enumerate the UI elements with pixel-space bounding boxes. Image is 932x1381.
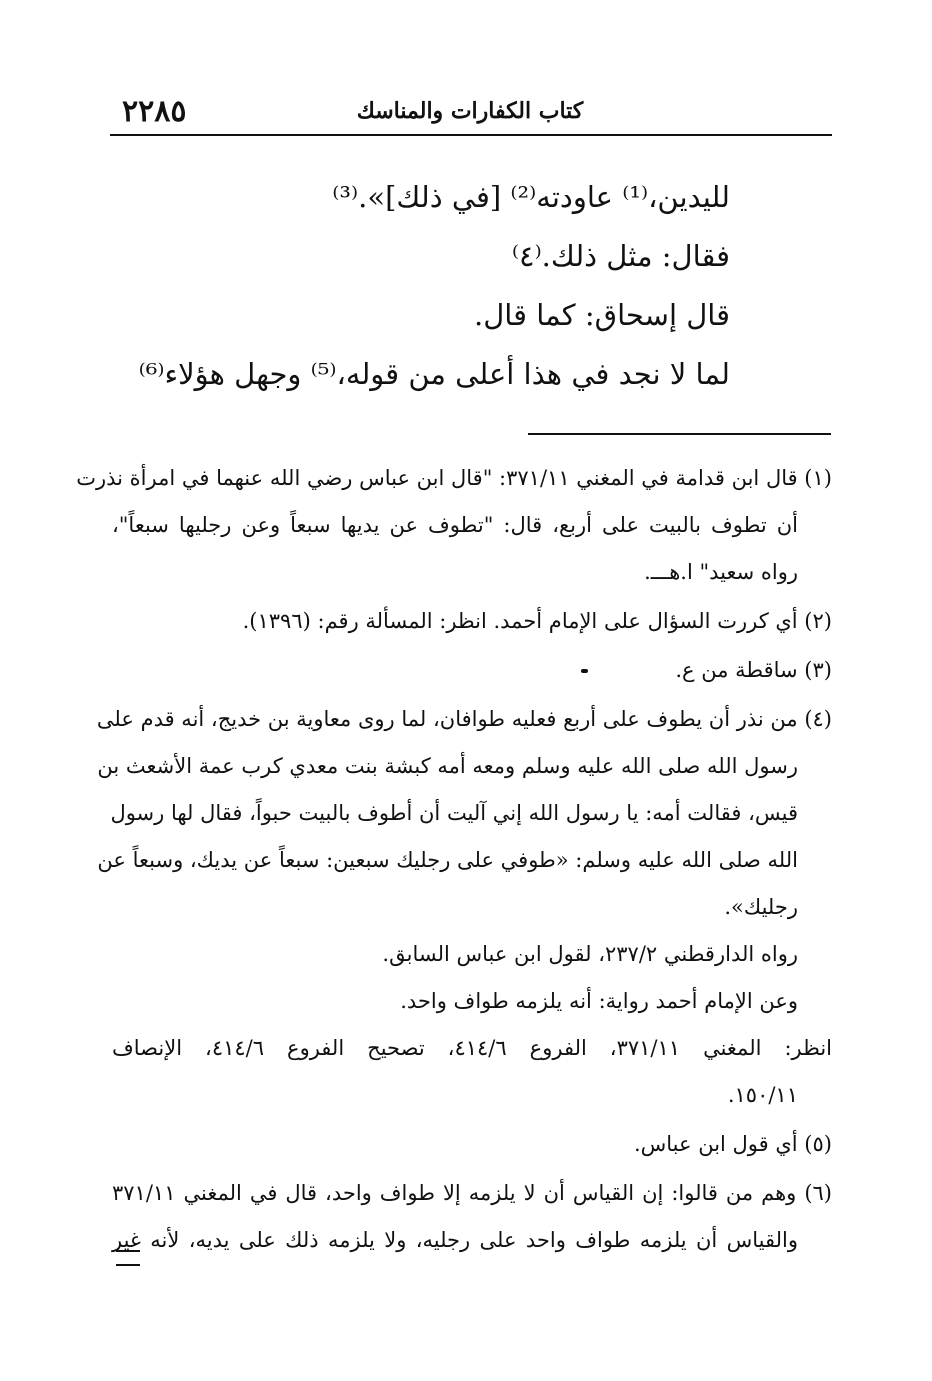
footnote-line: رواه سعيد" ا.هـــ. [644, 560, 798, 584]
footnote-6 [112, 1170, 832, 1264]
running-head [110, 92, 830, 132]
footnote-line: وعن الإمام أحمد رواية: أنه يلزمه طواف واحد. [400, 989, 798, 1013]
footnote-line: (١) قال ابن قدامة في المغني ٣٧١/١١: "قال ابن عباس رضي الله عنهما في امرأة نذرت [76, 466, 832, 490]
main-text-line: لما لا نجد في هذا أعلى من قوله،⁽⁵⁾ وجهل هؤلاء⁽⁶⁾ [138, 357, 730, 391]
footnote-line: أن تطوف بالبيت على أربع، قال: "تطوف عن يديها سبعاً وعن رجليها سبعاً"، [112, 513, 798, 537]
continuation-mark [116, 1250, 140, 1266]
main-text [138, 168, 730, 404]
footnote-5 [112, 1121, 832, 1168]
footnote-line: ١٥٠/١١. [727, 1083, 798, 1107]
footnote-line: (٦) وهم من قالوا: إن القياس أن لا يلزمه إلا طواف واحد، قال في المغني ٣٧١/١١ [112, 1181, 832, 1205]
footnote-line: رجليك». [724, 895, 798, 919]
footnote-line: الله صلى الله عليه وسلم: «طوفي على رجليك سبعين: سبعاً عن يديك، وسبعاً عن [97, 848, 798, 872]
footnote-line: رسول الله صلى الله عليه وسلم ومعه أمه كبشة بنت معدي كرب عمة الأشعث بن [97, 754, 798, 778]
ink-speck [581, 669, 588, 673]
footnotes [76, 455, 833, 1266]
page-number: ٢٢٨٥ [122, 94, 187, 129]
main-text-line: قال إسحاق: كما قال. [473, 298, 730, 332]
footnote-2 [112, 598, 832, 645]
footnote-1 [76, 455, 832, 596]
footnote-line: (٣) ساقطة من ع. [675, 658, 832, 682]
book-title: كتاب الكفارات والمناسك [356, 98, 584, 124]
footnote-line: رواه الدارقطني ٢٣٧/٢، لقول ابن عباس السابق. [382, 942, 798, 966]
footnote-line: (٢) أي كررت السؤال على الإمام أحمد. انظر: المسألة رقم: (١٣٩٦). [242, 609, 832, 633]
main-text-line: فقال: مثل ذلك.⁽٤⁾ [511, 239, 730, 273]
footnote-line: (٥) أي قول ابن عباس. [633, 1132, 832, 1156]
main-text-line: لليدين،⁽¹⁾ عاودته⁽²⁾ [في ذلك]».⁽³⁾ [332, 180, 730, 214]
footnote-line: (٤) من نذر أن يطوف على أربع فعليه طوافان، لما روى معاوية بن خديج، أنه قدم على [96, 707, 832, 731]
footnote-line: والقياس أن يلزمه طواف واحد على رجليه، ولا يلزمه ذلك على يديه، لأنه غير [112, 1228, 798, 1252]
footnote-4 [96, 696, 833, 1119]
footnote-3 [112, 647, 832, 694]
header-rule [110, 134, 832, 136]
footnote-line: انظر: المغني ٣٧١/١١، الفروع ٤١٤/٦، تصحيح الفروع ٤١٤/٦، الإنصاف [112, 1036, 833, 1060]
footnote-separator [528, 433, 831, 435]
footnote-line: قيس، فقالت أمه: يا رسول الله إني آليت أن أطوف بالبيت حبواً، فقال لها رسول [110, 801, 798, 825]
